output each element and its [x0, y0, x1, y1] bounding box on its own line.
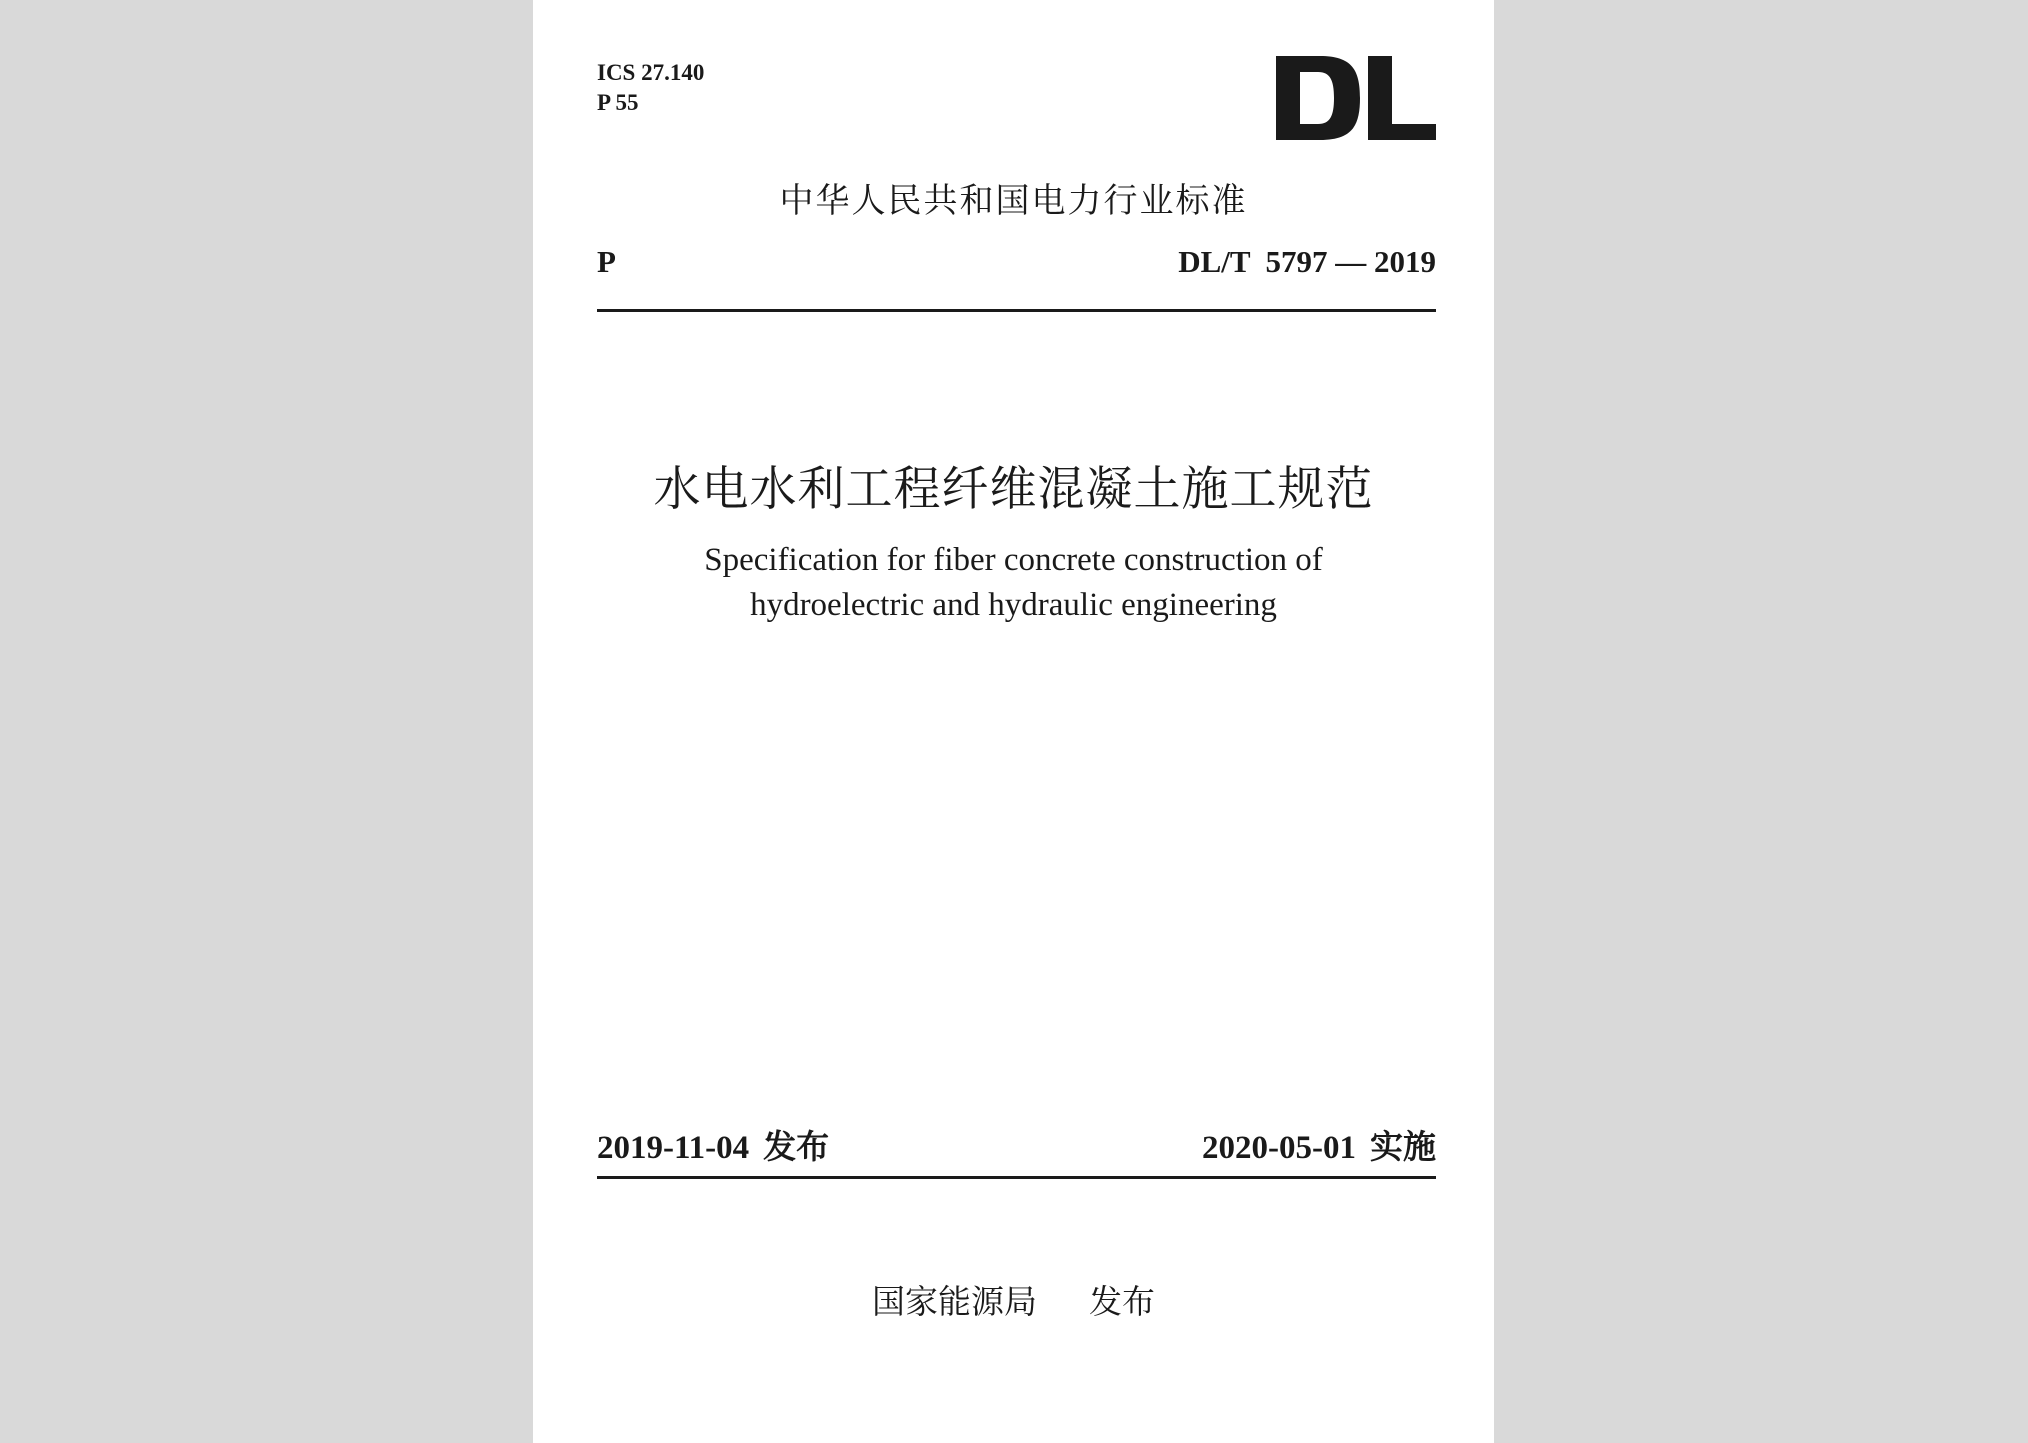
implement-label: 实施: [1370, 1127, 1436, 1166]
top-rule: [597, 309, 1436, 312]
issuer-action: 发布: [1089, 1282, 1155, 1321]
ccs-code: P 55: [597, 90, 639, 115]
implement-date-block: [1202, 1121, 1436, 1168]
issuer-name: 国家能源局: [872, 1282, 1037, 1321]
title-english: [533, 538, 1494, 628]
dl-logo: [1276, 56, 1436, 140]
implement-date: 2020-05-01: [1202, 1130, 1356, 1166]
standard-code: DL/T 5797 — 2019: [1178, 244, 1436, 279]
title-english-line-2: hydroelectric and hydraulic engineering: [750, 587, 1277, 623]
publish-date: 2019-11-04: [597, 1130, 750, 1166]
publish-label: 发布: [763, 1127, 830, 1166]
issuer-line: [533, 1276, 1494, 1323]
bottom-rule: [597, 1176, 1436, 1179]
classification-letter: P: [597, 244, 616, 279]
ics-block: [597, 58, 704, 118]
ics-code: ICS 27.140: [597, 60, 705, 85]
industry-standard-heading: 中华人民共和国电力行业标准: [779, 181, 1248, 221]
publish-date-block: [597, 1121, 829, 1168]
title-chinese: 水电水利工程纤维混凝土施工规范: [653, 464, 1374, 516]
standard-cover-page: [533, 0, 1494, 1443]
title-english-line-1: Specification for fiber concrete construction of: [704, 542, 1323, 578]
